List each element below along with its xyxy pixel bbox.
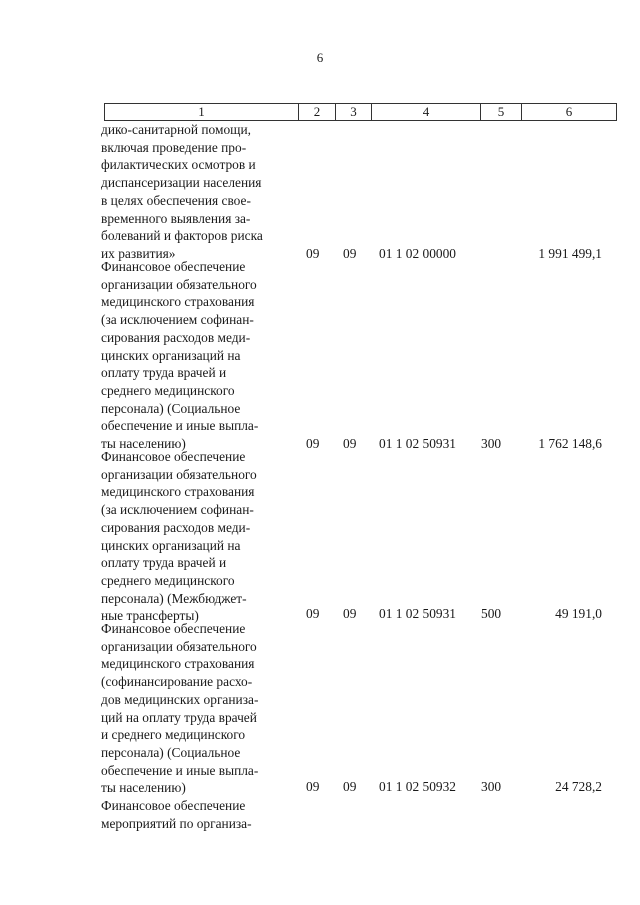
row-target-code: 01 1 02 50932	[379, 779, 456, 794]
header-cell-5: 5	[481, 104, 522, 121]
row-subsection: 09	[343, 606, 357, 621]
row-target-code: 01 1 02 50931	[379, 436, 456, 451]
row-section: 09	[306, 606, 320, 621]
row-name: Финансовое обеспечение организации обязательного медицинского страхования (за исключением софинан- сирования расходов меди- цинских организаций на оплату труда врачей и среднего медицинского персонала) (Социальное обеспечение и иные выпла- ты населению)	[101, 259, 259, 452]
header-cell-2: 2	[299, 104, 336, 121]
row-expense-type: 500	[481, 606, 502, 621]
row-expense-type: 300	[481, 436, 502, 451]
row-name: Финансовое обеспечение мероприятий по организа-	[101, 798, 252, 831]
row-subsection: 09	[343, 436, 357, 451]
header-cell-1: 1	[105, 104, 299, 121]
row-subsection: 09	[343, 779, 357, 794]
table-header	[104, 103, 617, 121]
page-number: 6	[316, 50, 324, 65]
row-amount: 1 762 148,6	[538, 436, 602, 451]
row-subsection: 09	[343, 246, 357, 261]
row-name: Финансовое обеспечение организации обязательного медицинского страхования (софинансирование расхо- дов медицинских организа- ций на оплату труда врачей и среднего медицинского персонала) (Социальное обеспечение и иные выпла- ты населению)	[101, 621, 259, 796]
row-amount: 49 191,0	[555, 606, 602, 621]
header-cell-3: 3	[336, 104, 372, 121]
row-name: дико-санитарной помощи, включая проведение про- филактических осмотров и диспансеризации населения в целях обеспечения свое- временного выявления за- болеваний и факторов риска их развития»	[101, 122, 263, 261]
row-section: 09	[306, 436, 320, 451]
row-name: Финансовое обеспечение организации обязательного медицинского страхования (за исключением софинан- сирования расходов меди- цинских организаций на оплату труда врачей и среднего медицинского персонала) (Межбюджет- ные трансферты)	[101, 449, 257, 624]
row-section: 09	[306, 246, 320, 261]
row-target-code: 01 1 02 50931	[379, 606, 456, 621]
row-target-code: 01 1 02 00000	[379, 246, 456, 261]
row-expense-type: 300	[481, 779, 502, 794]
header-cell-4: 4	[372, 104, 481, 121]
header-cell-6: 6	[522, 104, 617, 121]
row-amount: 24 728,2	[555, 779, 602, 794]
row-section: 09	[306, 779, 320, 794]
row-amount: 1 991 499,1	[538, 246, 602, 261]
